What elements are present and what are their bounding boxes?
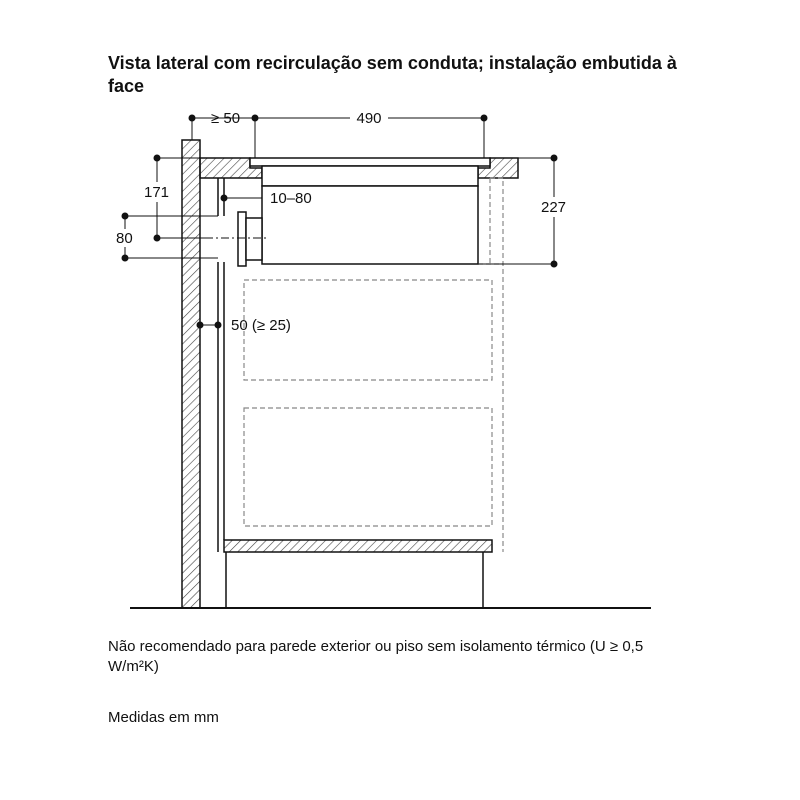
- cooktop-glass: [250, 158, 490, 166]
- diagram-title: Vista lateral com recirculação sem conduta; instalação embutida à face: [108, 53, 677, 96]
- cooktop-body-top: [262, 166, 478, 186]
- cabinet-base: [224, 540, 492, 552]
- dim-dot: [215, 322, 222, 329]
- units-note: Medidas em mm: [108, 709, 219, 726]
- dim-dot: [197, 322, 204, 329]
- wall: [182, 140, 200, 608]
- dim-dot: [189, 115, 196, 122]
- dim-wall-gap-label: ≥ 50: [211, 110, 241, 127]
- dim-dot: [551, 155, 558, 162]
- drawer-lower: [244, 408, 492, 526]
- dim-dot: [551, 261, 558, 268]
- air-outlet-duct: [246, 218, 262, 260]
- dim-dot: [154, 235, 161, 242]
- dim-227-label: 227: [541, 199, 567, 216]
- dim-rear-gap-label: 50 (≥ 25): [231, 317, 291, 334]
- dim-dot: [481, 115, 488, 122]
- dim-80-label: 80: [116, 230, 133, 247]
- air-outlet-flange: [238, 212, 246, 266]
- dim-dot: [122, 255, 129, 262]
- dim-dot: [122, 213, 129, 220]
- dim-dot: [154, 155, 161, 162]
- dim-171-label: 171: [144, 184, 170, 201]
- dim-depth-label: 490: [356, 110, 382, 127]
- insulation-note: Não recomendado para parede exterior ou piso sem isolamento térmico (U ≥ 0,5 W/m²K): [108, 638, 644, 675]
- dim-worktop-label: 10–80: [270, 190, 312, 207]
- dim-dot: [221, 195, 228, 202]
- dim-dot: [252, 115, 259, 122]
